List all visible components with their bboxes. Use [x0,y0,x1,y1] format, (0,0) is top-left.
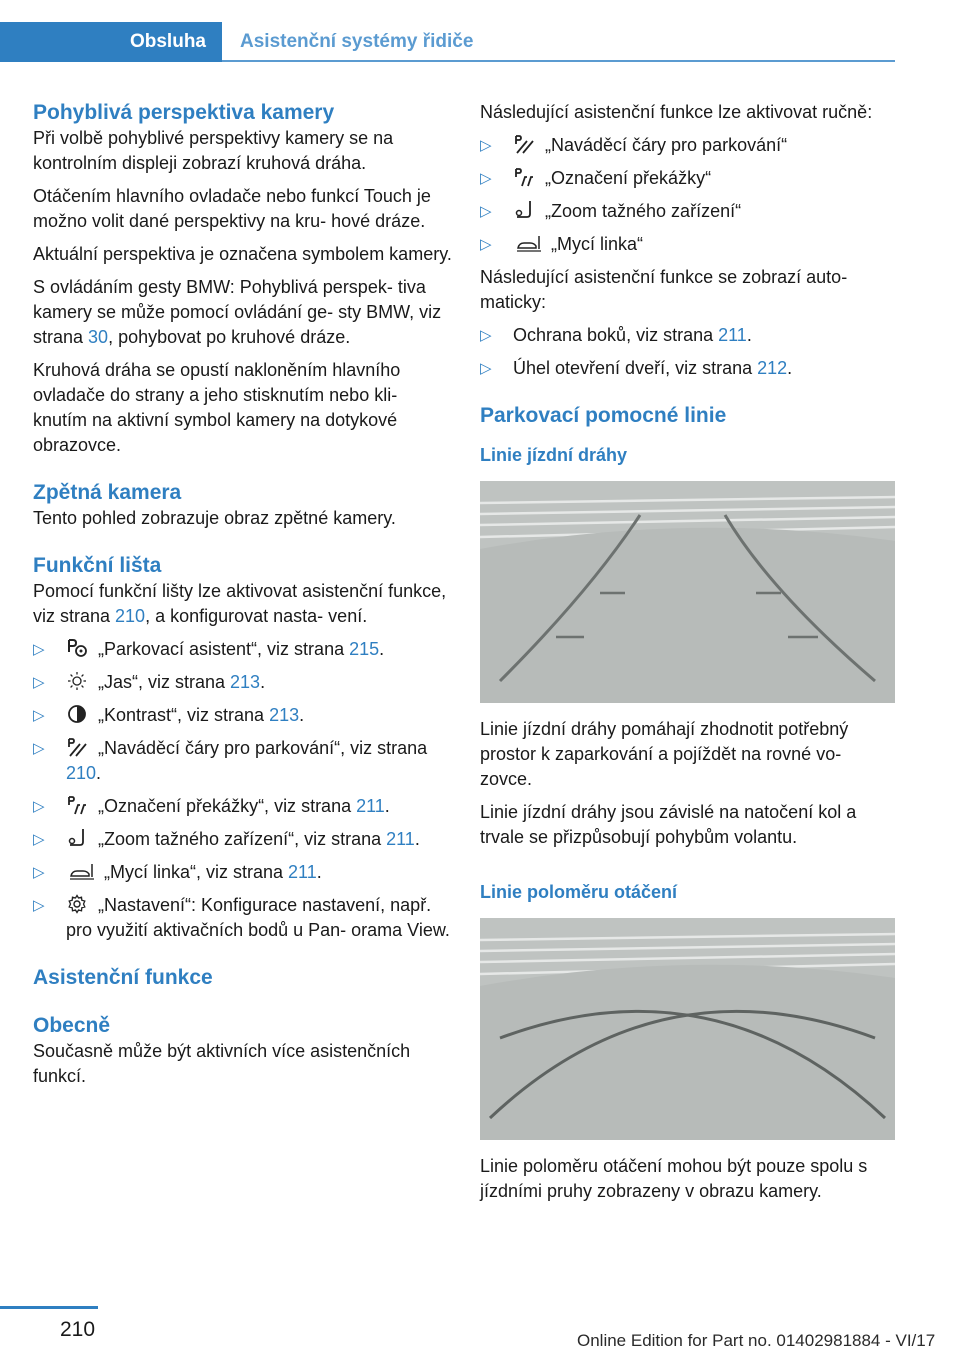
page-link[interactable]: 211 [288,862,317,882]
list-item: ▷ „Nastavení“: Konfigurace nastavení, např. pro využití aktivačních bodů u Pan‐ orama View. [33,895,450,940]
brightness-icon [66,671,88,691]
list-item: ▷ „Označení překážky“ [480,166,895,191]
car-wash-icon [513,233,541,253]
paragraph: Následující asistenční funkce se zobrazí auto‐ maticky: [480,267,848,312]
page-link[interactable]: 210 [66,763,97,783]
heading-pohybliva-perspektiva: Pohyblivá perspektiva kamery [33,101,335,124]
list-item: ▷ Úhel otevření dveří, viz strana 212. [480,356,895,381]
parking-guide-lines-icon [66,737,88,757]
list-item: ▷ „Kontrast“, viz strana 213. [33,703,453,728]
car-wash-icon [66,861,94,881]
paragraph: Při volbě pohyblivé perspektivy kamery se na kontrolním displeji zobrazí kruhová dráha. [33,128,394,173]
list-item: ▷ „Parkovací asistent“, viz strana 215. [33,637,453,662]
tab-obsluha[interactable] [0,22,222,62]
list-item: ▷ „Mycí linka“, viz strana 211. [33,860,453,885]
page-link[interactable]: 30 [88,327,109,347]
right-column [480,100,895,1212]
page-link[interactable]: 211 [386,829,415,849]
camera-image-lane-lines [480,481,895,703]
page-header [0,22,895,62]
triangle-bullet-icon: ▷ [480,203,492,220]
list-item: ▷ „Jas“, viz strana 213. [33,670,453,695]
page-link[interactable]: 213 [230,672,261,692]
heading-funkcni-lista: Funkční lišta [33,554,162,577]
list-item: ▷ „Zoom tažného zařízení“ [480,199,895,224]
page-link[interactable]: 210 [115,606,146,626]
triangle-bullet-icon: ▷ [480,170,492,187]
page-link[interactable]: 211 [356,796,385,816]
settings-gear-icon [66,894,88,914]
footer-divider [0,1306,98,1309]
triangle-bullet-icon: ▷ [33,864,45,881]
parking-assistant-icon [66,638,88,658]
section-title: Asistenční systémy řidiče [240,31,474,52]
heading-parkovaci-linie: Parkovací pomocné linie [480,404,727,427]
page-link[interactable]: 213 [269,705,300,725]
camera-image-turning-radius [480,918,895,1140]
obstacle-marking-icon [513,167,535,187]
contrast-icon [66,704,88,724]
trailer-hitch-zoom-icon [513,200,535,220]
heading-linie-jizdni-drahy: Linie jízdní dráhy [480,445,628,465]
triangle-bullet-icon: ▷ [33,798,45,815]
list-item: ▷ „Naváděcí čáry pro parkování“ [480,133,895,158]
edition-note: Online Edition for Part no. 01402981884 - VI/17 [577,1331,936,1350]
header-divider [222,60,895,62]
list-item: ▷ „Naváděcí čáry pro parkování“, viz strana 210. [33,738,428,783]
obstacle-marking-icon [66,795,88,815]
paragraph: Linie poloměru otáčení mohou být pouze spolu s jízdními pruhy zobrazeny v obrazu kamery. [480,1156,868,1201]
heading-obecne: Obecně [33,1014,111,1037]
paragraph: Tento pohled zobrazuje obraz zpětné kamery. [33,508,396,528]
list-item: ▷ Ochrana boků, viz strana 211. [480,323,895,348]
triangle-bullet-icon: ▷ [480,236,492,253]
trailer-hitch-zoom-icon [66,828,88,848]
page-link[interactable]: 211 [718,325,747,345]
heading-asistencni-funkce: Asistenční funkce [33,966,213,989]
heading-zpetna-kamera: Zpětná kamera [33,481,182,504]
function-bar-list [33,637,453,943]
paragraph: S ovládáním gesty BMW: Pohyblivá perspek‐ tiva kamery se může pomocí ovládání ge‐ sty BMW, viz strana 30, pohybovat po kruhové dráze. [33,277,442,347]
paragraph: Linie jízdní dráhy jsou závislé na natočení kol a trvale se přizpůsobují pohybům volantu. [480,802,857,847]
page-link[interactable]: 212 [757,358,788,378]
paragraph: Současně může být aktivních více asistenčních funkcí. [33,1041,411,1086]
tab-obsluha-label: Obsluha [129,31,206,52]
triangle-bullet-icon: ▷ [33,740,45,757]
paragraph: Linie jízdní dráhy pomáhají zhodnotit potřebný prostor k zaparkování a pojíždět na rovné vo‐ zovce. [480,719,849,789]
triangle-bullet-icon: ▷ [33,707,45,724]
page-number: 210 [60,1318,96,1341]
paragraph: Pomocí funkční lišty lze aktivovat asistenční funkce, viz strana 210, a konfigurovat nasta‐ vení. [33,581,447,626]
manual-functions-list [480,133,895,257]
heading-linie-polomeru-otaceni: Linie poloměru otáčení [480,882,678,902]
list-item: ▷ „Označení překážky“, viz strana 211. [33,794,453,819]
triangle-bullet-icon: ▷ [33,831,45,848]
triangle-bullet-icon: ▷ [33,641,45,658]
triangle-bullet-icon: ▷ [33,674,45,691]
list-item: ▷ „Zoom tažného zařízení“, viz strana 211. [33,827,453,852]
parking-guide-lines-icon [513,134,535,154]
paragraph: Otáčením hlavního ovladače nebo funkcí Touch je možno volit dané perspektivy na kru‐ hové dráze. [33,186,431,231]
paragraph: Kruhová dráha se opustí nakloněním hlavního ovladače do strany a jeho stisknutím nebo kli‐ knutím na aktivní symbol kamery na dotykové obrazovce. [33,360,401,455]
left-column [33,100,453,1097]
paragraph: Následující asistenční funkce lze aktivovat ručně: [480,102,873,122]
auto-functions-list [480,323,895,381]
triangle-bullet-icon: ▷ [480,137,492,154]
triangle-bullet-icon: ▷ [480,360,492,377]
list-item: ▷ „Mycí linka“ [480,232,895,257]
triangle-bullet-icon: ▷ [33,897,45,914]
triangle-bullet-icon: ▷ [480,327,492,344]
paragraph: Aktuální perspektiva je označena symbolem kamery. [33,244,452,264]
page-link[interactable]: 215 [349,639,380,659]
